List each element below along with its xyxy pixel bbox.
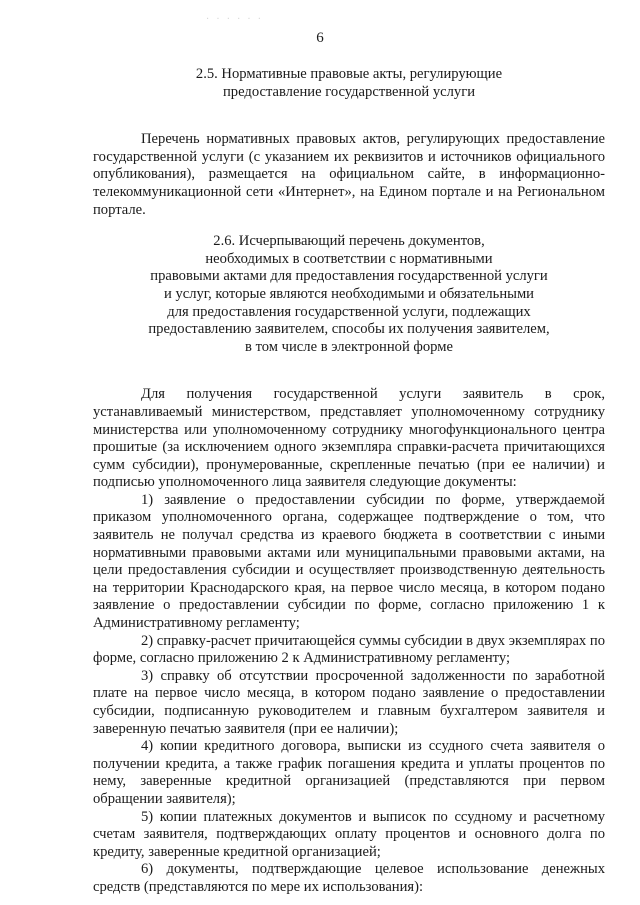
list-item: 2) справку-расчет причитающейся суммы субсидии в двух экземплярах по форме, согласно приложению 2 к Административному регламенту; <box>93 632 605 667</box>
list-item: 6) документы, подтверждающие целевое использование денежных средств (представляются по мере их использования): <box>93 861 605 895</box>
document-body <box>93 66 605 897</box>
list-item: 5) копии платежных документов и выписок по ссудному и расчетному счетам заявителя, подтверждающих оплату процентов и основного долга по кредиту, заверенные кредитной организацией; <box>93 808 605 860</box>
paragraph-documents-intro: Для получения государственной услуги заявитель в срок, устанавливаемый министерством, представляет уполномоченному сотруднику министерства или уполномоченному сотруднику многофункционального центра прошитые (за исключением одного экземпляра справки-расчета причитающихся сумм субсидии), пронумерованные, скрепленные печатью (при ее наличии) и подписью уполномоченного лица заявителя следующие документы: <box>93 386 605 491</box>
list-item: 3) справку об отсутствии просроченной задолженности по заработной плате на первое число месяца, в котором подано заявление о предоставлении субсидии, подписанную руководителем и главным бухгалтером заявителя и заверенную печатью заявителя (при ее наличии); <box>93 667 605 737</box>
paragraph-regulatory-acts: Перечень нормативных правовых актов, регулирующих предоставление государственной услуги (с указанием их реквизитов и источников официального опубликования), размещается на официальном сайте, в информационно-телекоммуникационной сети «Интернет», на Едином портале и на Региональном портале. <box>93 131 605 218</box>
heading-line: и услуг, которые являются необходимыми и обязательными <box>163 285 534 302</box>
section-heading-2-6 <box>93 233 605 356</box>
heading-line: правовыми актами для предоставления государственной услуги <box>150 268 548 285</box>
heading-line: предоставлению заявителем, способы их получения заявителем, <box>148 321 550 338</box>
heading-line: для предоставления государственной услуги, подлежащих <box>167 303 531 320</box>
heading-line: 2.5. Нормативные правовые акты, регулирующие <box>195 66 503 82</box>
heading-line: предоставление государственной услуги <box>223 83 475 100</box>
heading-line: необходимых в соответствии с нормативными <box>205 250 493 267</box>
heading-line: в том числе в электронной форме <box>245 338 453 355</box>
heading-line: 2.6. Исчерпывающий перечень документов, <box>213 233 485 250</box>
section-heading-2-5 <box>93 66 605 101</box>
scan-artifact: · · · · · · <box>206 14 263 25</box>
list-item: 1) заявление о предоставлении субсидии по форме, утверждаемой приказом уполномоченного органа, содержащее подтверждение о том, что заявитель не получал средства из краевого бюджета в соответствии с иными нормативными правовыми актами или муниципальными правовыми актами, на цели предоставления субсидии и осуществляет производственную деятельность на территории Краснодарского края, на первое число месяца, в котором подано заявление о предоставлении субсидии по форме, согласно приложению 1 к Административному регламенту; <box>93 491 605 632</box>
list-item: 4) копии кредитного договора, выписки из ссудного счета заявителя о получении кредита, а также график погашения кредита и уплаты процентов по нему, заверенные кредитной организацией (представляются при первом обращении заявителя); <box>93 738 605 807</box>
page-number: 6 <box>316 30 324 46</box>
